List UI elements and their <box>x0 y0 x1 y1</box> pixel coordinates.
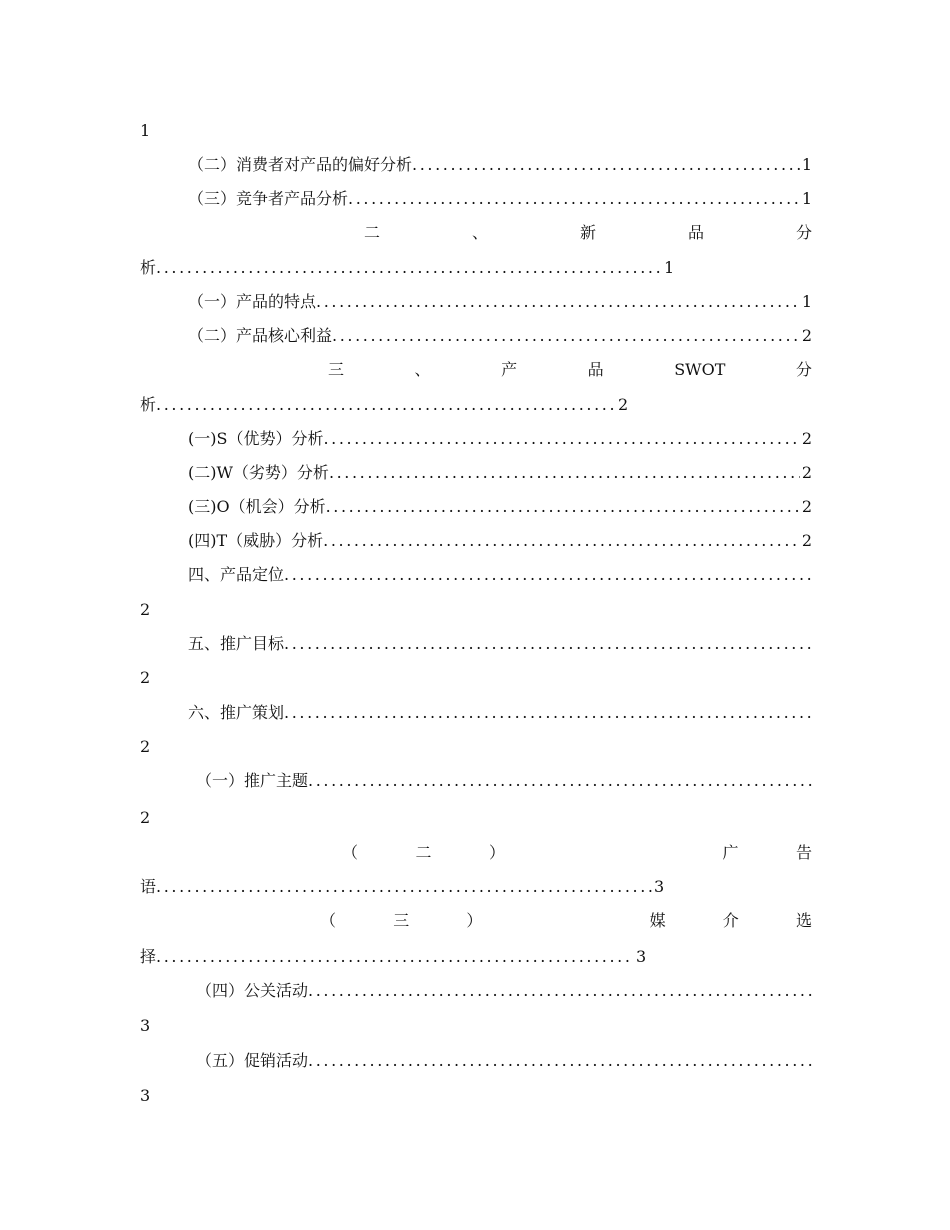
toc-page-number: 2 <box>140 668 151 687</box>
toc-leader-dots <box>332 323 800 349</box>
toc-leader-dots <box>284 631 812 657</box>
toc-leader-dots <box>323 528 800 554</box>
toc-page-number: 2 <box>140 737 151 756</box>
toc-page-number: 3 <box>140 1016 151 1035</box>
toc-entry-continuation[interactable]: 语 ..... 3 <box>140 874 812 900</box>
toc-entry[interactable]: （一）推广主题 ..... <box>140 768 812 794</box>
toc-entry[interactable]: (一)S（优势）分析 ..... 2 <box>140 426 812 452</box>
toc-leader-dots <box>308 1048 812 1074</box>
toc-entry[interactable]: (三)O（机会）分析 ..... 2 <box>140 494 812 520</box>
toc-entry[interactable]: 四、产品定位 ..... <box>140 562 812 588</box>
toc-leader-dots <box>156 255 662 281</box>
toc-heading-justified[interactable]: 三 、 产 品 SWOT 分 <box>328 360 812 379</box>
toc-entry[interactable]: （三）竞争者产品分析 ..... 1 <box>140 186 812 212</box>
toc-leader-dots <box>284 562 812 588</box>
toc-page-number-carryover: 1 <box>140 121 151 140</box>
toc-leader-dots <box>156 944 634 970</box>
toc-entry[interactable]: （五）促销活动 ..... <box>140 1048 812 1074</box>
toc-entry-continuation[interactable]: 析 ..... 1 <box>140 255 812 281</box>
toc-leader-dots <box>316 289 800 315</box>
toc-page-number: 3 <box>140 1086 151 1105</box>
toc-entry-continuation[interactable]: 析 ..... 2 <box>140 392 812 418</box>
toc-entry[interactable]: （四）公关活动 ..... <box>140 978 812 1004</box>
toc-entry-continuation[interactable]: 择 ..... 3 <box>140 944 812 970</box>
toc-entry[interactable]: （二）产品核心利益 ..... 2 <box>140 323 812 349</box>
toc-leader-dots <box>308 768 812 794</box>
toc-entry[interactable]: （二）消费者对产品的偏好分析 ..... 1 <box>140 152 812 178</box>
toc-leader-dots <box>412 152 800 178</box>
toc-leader-dots <box>284 700 812 726</box>
toc-heading-justified[interactable]: 二 、 新 品 分 <box>364 223 812 242</box>
toc-heading-justified[interactable]: （ 三 ） 媒 介 选 <box>320 911 812 930</box>
toc-entry[interactable]: (四)T（威胁）分析 ..... 2 <box>140 528 812 554</box>
toc-entry[interactable]: 六、推广策划 ..... <box>140 700 812 726</box>
toc-leader-dots <box>156 392 616 418</box>
toc-entry[interactable]: (二)W（劣势）分析 ..... 2 <box>140 460 812 486</box>
toc-entry[interactable]: （一）产品的特点 ..... 1 <box>140 289 812 315</box>
toc-entry[interactable]: 五、推广目标 ..... <box>140 631 812 657</box>
toc-leader-dots <box>326 494 800 520</box>
toc-leader-dots <box>308 978 812 1004</box>
toc-leader-dots <box>323 426 799 452</box>
toc-page-number: 2 <box>140 600 151 619</box>
toc-leader-dots <box>156 874 652 900</box>
toc-heading-justified[interactable]: （ 二 ） 广 告 <box>342 843 812 862</box>
toc-page-number: 2 <box>140 808 151 827</box>
toc-leader-dots <box>329 460 800 486</box>
toc-leader-dots <box>348 186 800 212</box>
